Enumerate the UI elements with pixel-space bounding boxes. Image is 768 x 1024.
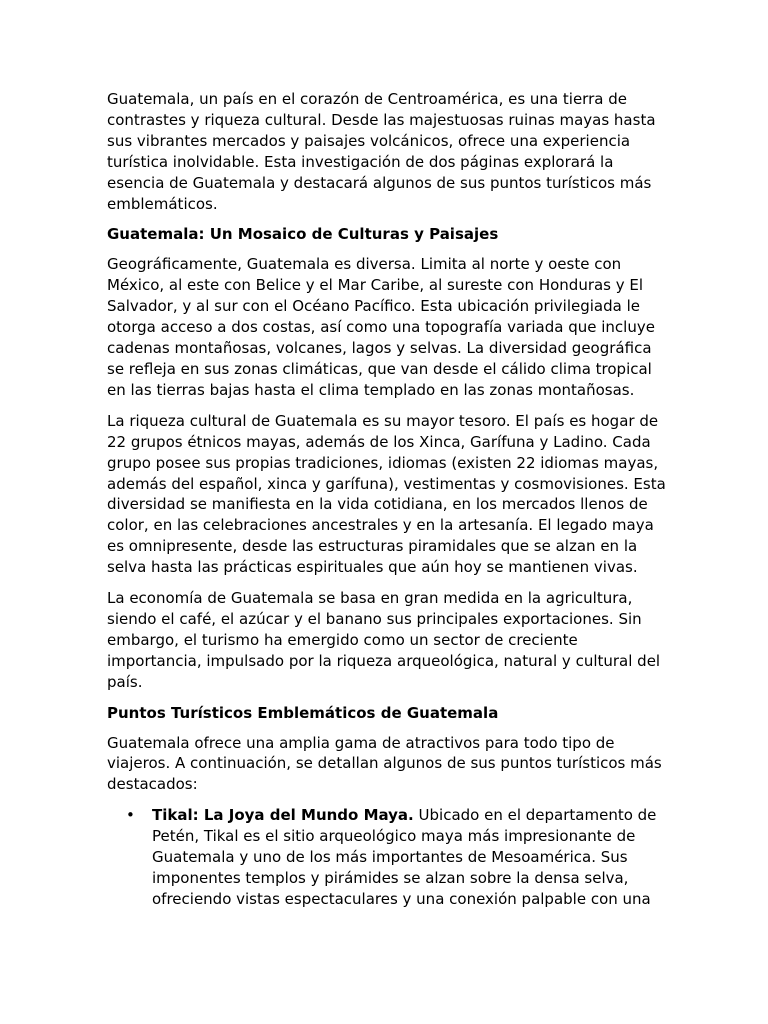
paragraph-atractivos: Guatemala ofrece una amplia gama de atractivos para todo tipo de viajeros. A continuación, se detallan algunos de sus puntos turísticos más destacados: <box>107 733 662 794</box>
list-item-title: Tikal: La Joya del Mundo Maya. <box>152 806 414 825</box>
list-item-text: Ubicado en el departamento de Petén, Tikal es el sitio arqueológico maya más impresionante de Guatemala y uno de los más importantes de Mesoamérica. Sus imponentes templos y pirámides se alzan sobre la densa selva, ofreciendo vistas espectaculares y una conexión palpable con una <box>152 806 657 908</box>
tourist-spots-list <box>107 805 667 910</box>
paragraph-geografia: Geográficamente, Guatemala es diversa. Limita al norte y oeste con México, al este con Belice y el Mar Caribe, al sureste con Honduras y El Salvador, y al sur con el Océano Pacífico. Esta ubicación privilegiada le otorga acceso a dos costas, así como una topografía variada que incluye cadenas montañosas, volcanes, lagos y selvas. La diversidad geográfica se refleja en sus zonas climáticas, que van desde el cálido clima tropical en las tierras bajas hasta el clima templado en las zonas montañosas. <box>107 255 655 399</box>
section-heading-mosaico: Guatemala: Un Mosaico de Culturas y Paisajes <box>107 225 499 244</box>
document-page <box>107 89 667 910</box>
list-item <box>107 805 667 910</box>
paragraph-cultura: La riqueza cultural de Guatemala es su mayor tesoro. El país es hogar de 22 grupos étnicos mayas, además de los Xinca, Garífuna y Ladino. Cada grupo posee sus propias tradiciones, idiomas (existen 22 idiomas mayas, además del español, xinca y garífuna), vestimentas y cosmovisiones. Esta diversidad se manifiesta en la vida cotidiana, en los mercados llenos de color, en las celebraciones ancestrales y en la artesanía. El legado maya es omnipresente, desde las estructuras piramidales que se alzan en la selva hasta las prácticas espirituales que aún hoy se mantienen vivas. <box>107 411 666 577</box>
intro-paragraph: Guatemala, un país en el corazón de Centroamérica, es una tierra de contrastes y riqueza cultural. Desde las majestuosas ruinas mayas hasta sus vibrantes mercados y paisajes volcánicos, ofrece una experiencia turística inolvidable. Esta investigación de dos páginas explorará la esencia de Guatemala y destacará algunos de sus puntos turísticos más emblemáticos. <box>107 90 656 213</box>
section-heading-puntos-turisticos: Puntos Turísticos Emblemáticos de Guatemala <box>107 703 499 722</box>
paragraph-economia: La economía de Guatemala se basa en gran medida en la agricultura, siendo el café, el azúcar y el banano sus principales exportaciones. Sin embargo, el turismo ha emergido como un sector de creciente importancia, impulsado por la riqueza arqueológica, natural y cultural del país. <box>107 589 661 691</box>
bullet-icon: • <box>126 806 135 825</box>
